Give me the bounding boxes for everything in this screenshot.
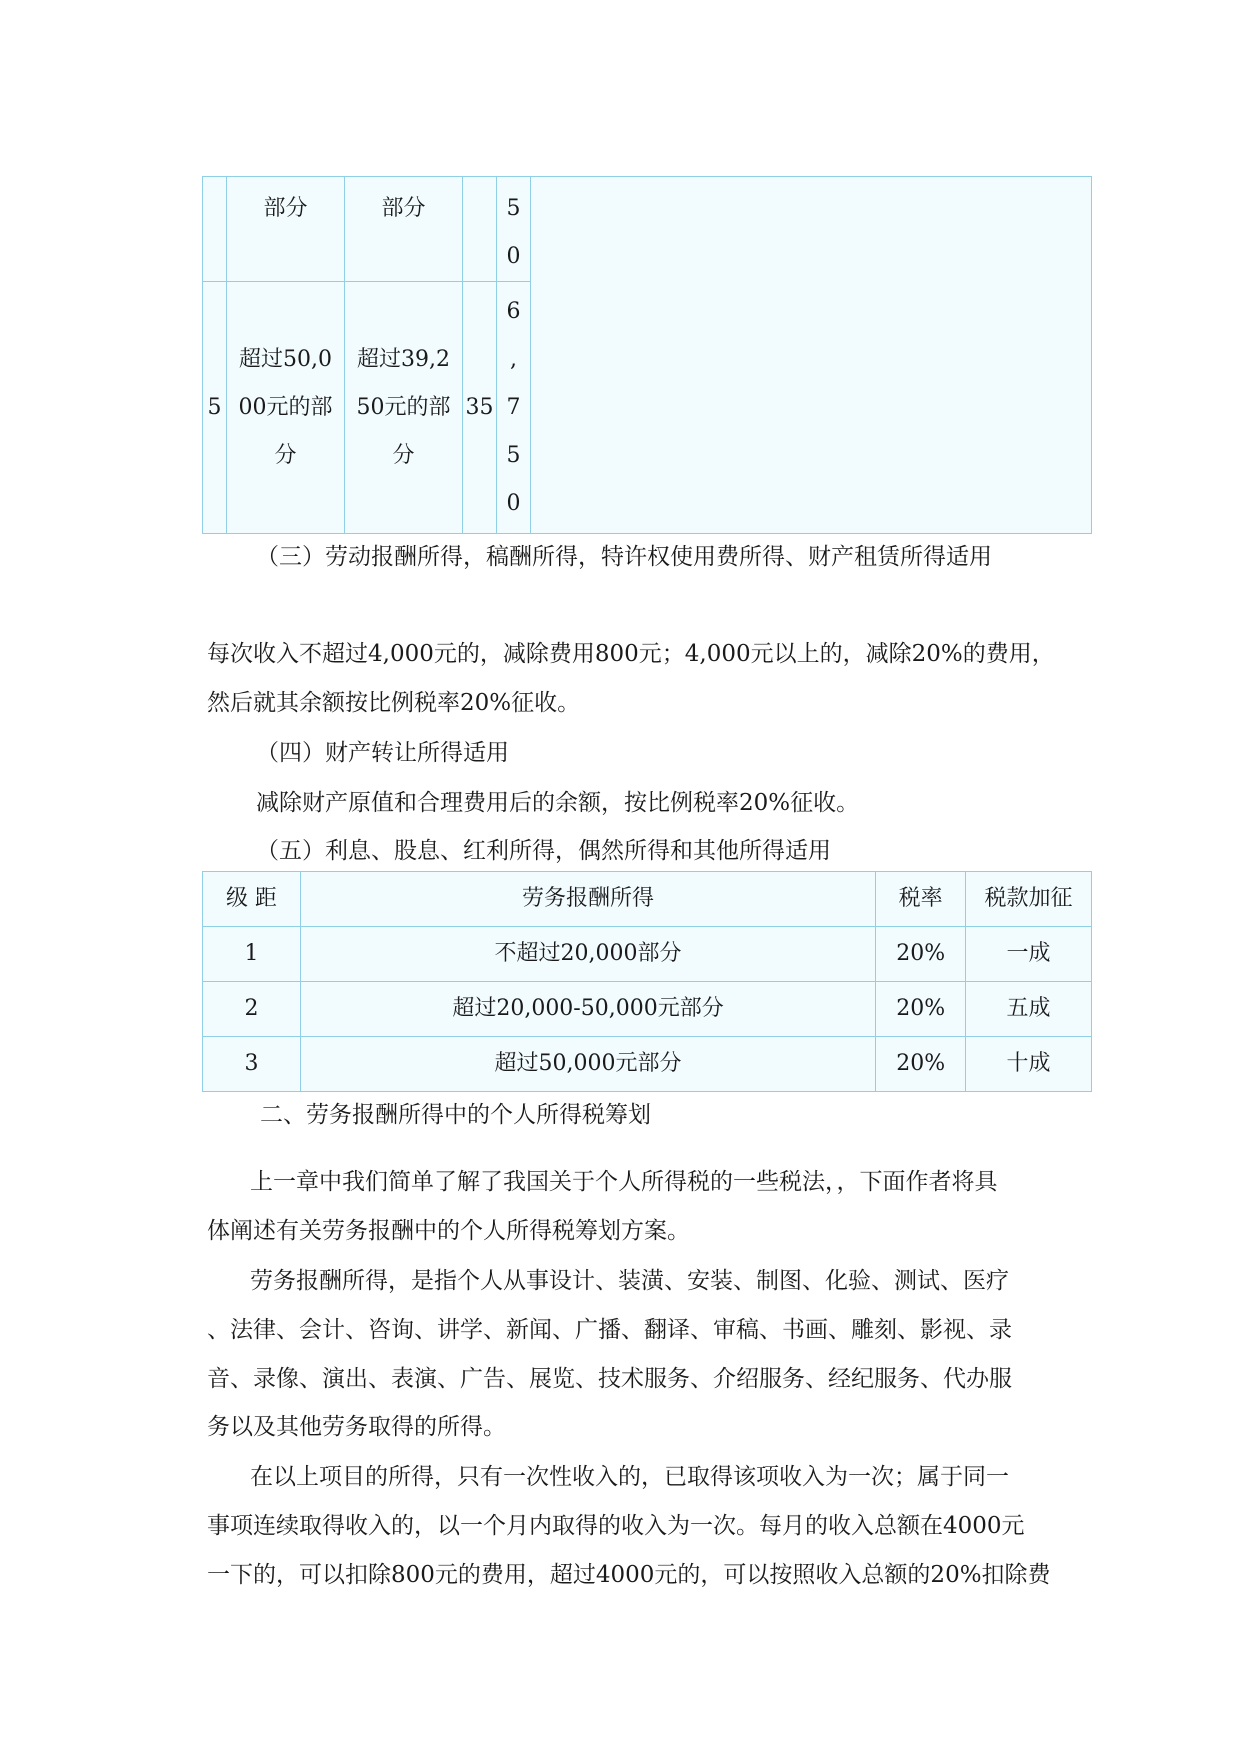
table-cell: 十成 xyxy=(966,1037,1092,1092)
table-cell: 不超过20,000部分 xyxy=(300,927,875,982)
paragraph-line: 在以上项目的所得，只有一次性收入的，已取得该项收入为一次；属于同一 xyxy=(250,1464,1009,1490)
table-header-cell: 税率 xyxy=(876,872,966,927)
section-heading-5: （五）利息、股息、红利所得，偶然所得和其他所得适用 xyxy=(256,838,831,864)
cell-line: , xyxy=(510,346,517,372)
table-cell: 2 xyxy=(203,982,301,1037)
cell-line: 超过50,0 xyxy=(239,346,332,372)
table-cell: 20% xyxy=(876,927,966,982)
table-header-cell: 税款加征 xyxy=(966,872,1092,927)
table-cell xyxy=(227,282,345,534)
table-cell xyxy=(463,177,497,282)
cell-line: 分 xyxy=(274,442,297,468)
paragraph-line: 减除财产原值和合理费用后的余额，按比例税率20%征收。 xyxy=(256,790,860,816)
cell-line: 分 xyxy=(392,442,415,468)
cell-line: 0 xyxy=(506,490,521,516)
table-cell xyxy=(497,282,531,534)
cell-line: 超过39,2 xyxy=(357,346,450,372)
table-cell: 部分 xyxy=(345,177,463,282)
table-cell: 五成 xyxy=(966,982,1092,1037)
paragraph-line: 劳务报酬所得，是指个人从事设计、装潢、安装、制图、化验、测试、医疗 xyxy=(250,1268,1009,1294)
section-title: 二、劳务报酬所得中的个人所得税筹划 xyxy=(260,1102,651,1128)
table-row xyxy=(203,177,1092,282)
table-row xyxy=(203,982,1092,1037)
paragraph-line: 、法律、会计、咨询、讲学、新闻、广播、翻译、审稿、书画、雕刻、影视、录 xyxy=(207,1317,1012,1343)
cell-line: 6 xyxy=(506,298,521,324)
paragraph-line: 然后就其余额按比例税率20%征收。 xyxy=(207,690,581,716)
tax-table-continuation xyxy=(202,176,1092,534)
table-cell: 3 xyxy=(203,1037,301,1092)
table-row xyxy=(203,1037,1092,1092)
paragraph-line: 上一章中我们简单了解了我国关于个人所得税的一些税法，，下面作者将具 xyxy=(250,1169,998,1195)
paragraph-line: 体阐述有关劳务报酬中的个人所得税筹划方案。 xyxy=(207,1218,690,1244)
paragraph-line: 每次收入不超过4,000元的，减除费用800元；4,000元以上的，减除20%的费用， xyxy=(207,641,1055,667)
table-cell xyxy=(345,282,463,534)
table-cell: 20% xyxy=(876,1037,966,1092)
cell-line: 5 xyxy=(506,442,521,468)
section-heading-3: （三）劳动报酬所得，稿酬所得，特许权使用费所得、财产租赁所得适用 xyxy=(256,544,992,570)
paragraph-line: 一下的，可以扣除800元的费用，超过4000元的，可以按照收入总额的20%扣除费 xyxy=(207,1562,1051,1588)
table-cell xyxy=(203,177,227,282)
table-cell: 部分 xyxy=(227,177,345,282)
paragraph-line: 音、录像、演出、表演、广告、展览、技术服务、介绍服务、经纪服务、代办服 xyxy=(207,1366,1012,1392)
table-header-cell: 劳务报酬所得 xyxy=(300,872,875,927)
table-cell: 超过20,000-50,000元部分 xyxy=(300,982,875,1037)
table-header-row xyxy=(203,872,1092,927)
table-cell: 35 xyxy=(463,282,497,534)
cell-line: 5 xyxy=(506,196,521,221)
table-cell: 超过50,000元部分 xyxy=(300,1037,875,1092)
table-cell: 5 xyxy=(203,282,227,534)
labor-income-surcharge-table xyxy=(202,871,1092,1092)
cell-line: 00元的部 xyxy=(238,394,333,420)
table-header-cell: 级 距 xyxy=(203,872,301,927)
table-cell: 1 xyxy=(203,927,301,982)
paragraph-line: 务以及其他劳务取得的所得。 xyxy=(207,1414,506,1440)
cell-line: 7 xyxy=(506,394,521,420)
table-cell xyxy=(531,177,1092,534)
table-cell: 20% xyxy=(876,982,966,1037)
table-cell xyxy=(497,177,531,282)
cell-line: 0 xyxy=(506,244,521,269)
table-cell: 一成 xyxy=(966,927,1092,982)
cell-line: 50元的部 xyxy=(356,394,451,420)
paragraph-line: 事项连续取得收入的，以一个月内取得的收入为一次。每月的收入总额在4000元 xyxy=(207,1513,1025,1539)
table-row xyxy=(203,927,1092,982)
section-heading-4: （四）财产转让所得适用 xyxy=(256,740,509,766)
